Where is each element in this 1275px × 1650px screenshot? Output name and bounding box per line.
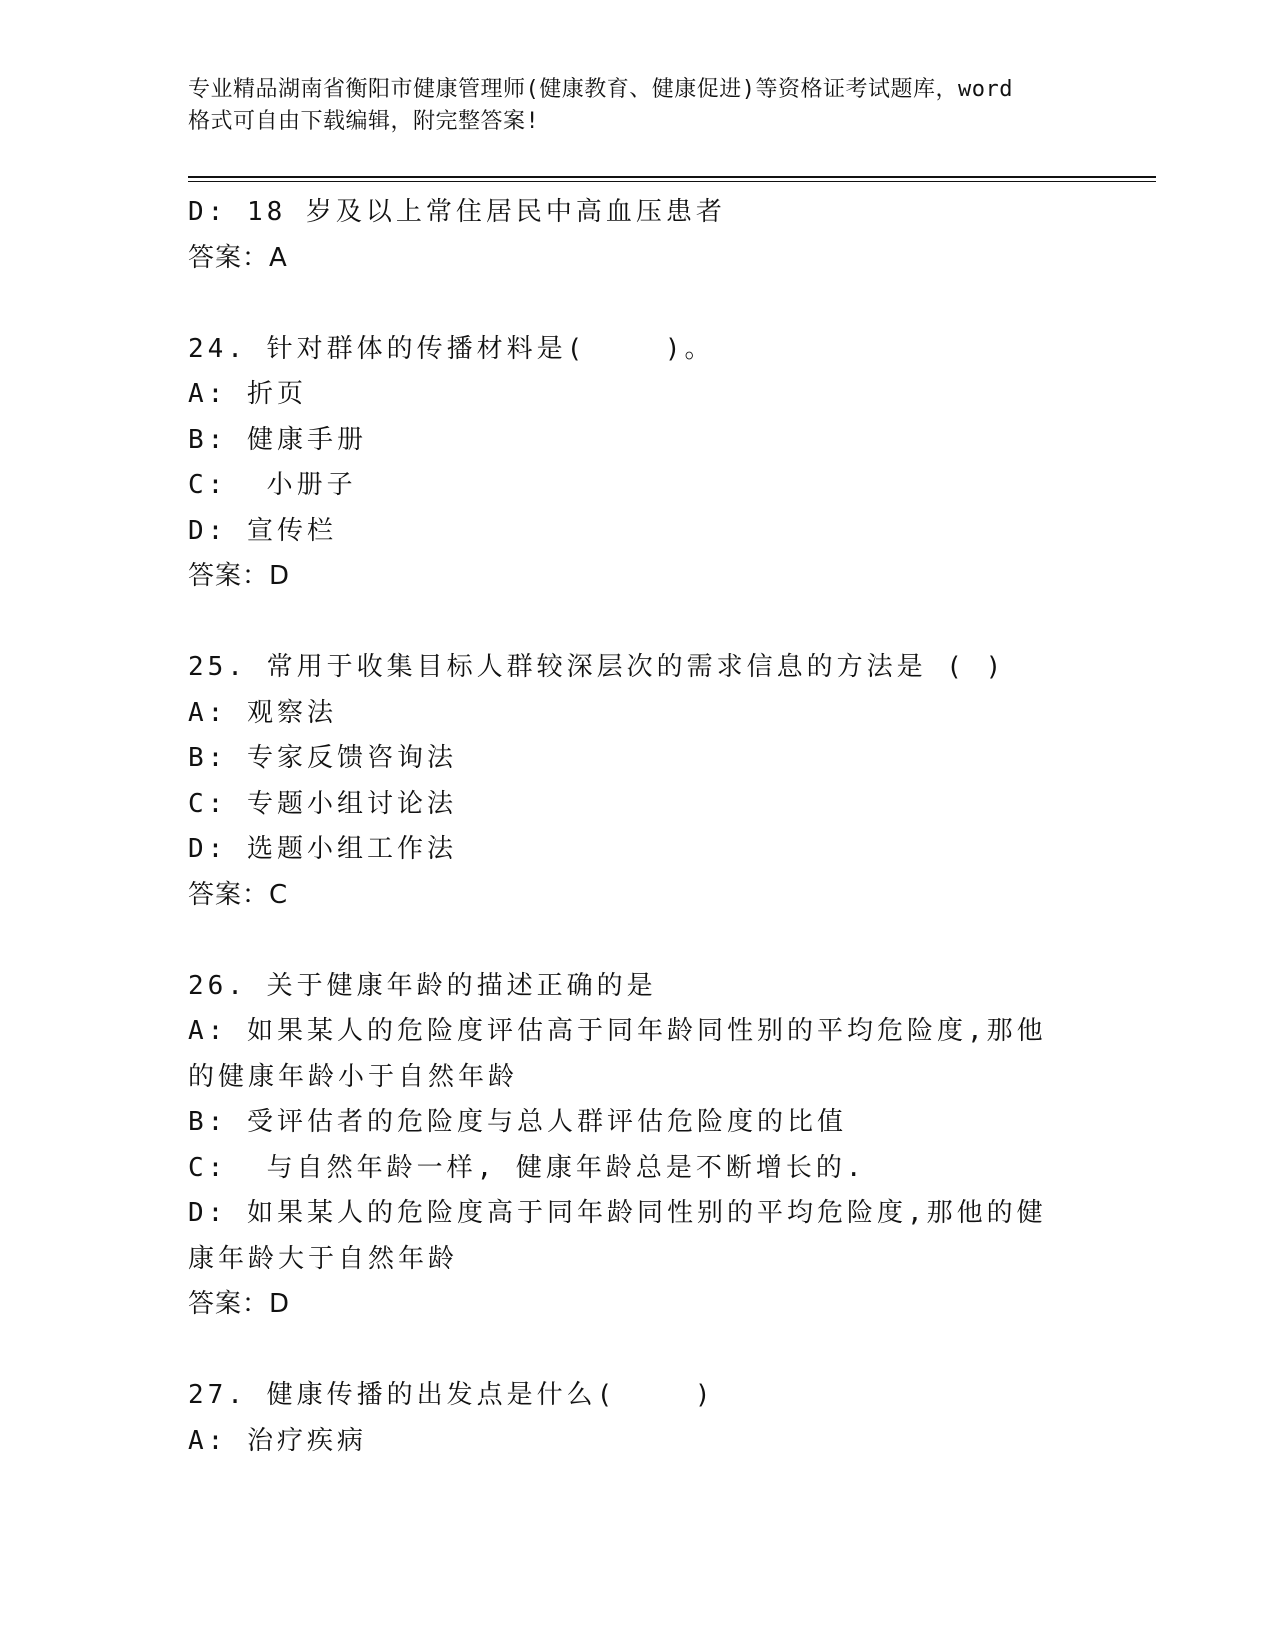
question-stem: 27. 健康传播的出发点是什么( ) — [188, 1380, 715, 1410]
question-25 — [188, 645, 1088, 918]
option-b: B: 受评估者的危险度与总人群评估危险度的比值 — [188, 1107, 847, 1137]
header-divider — [188, 176, 1156, 178]
spacer — [188, 600, 1088, 646]
question-27 — [188, 1373, 1088, 1464]
prev-option-d: D: 18 岁及以上常住居民中高血压患者 — [188, 197, 726, 227]
answer: 答案：D — [188, 1289, 291, 1319]
option-b: B: 专家反馈咨询法 — [188, 743, 457, 773]
spacer — [188, 918, 1088, 964]
option-d: D: 宣传栏 — [188, 515, 337, 546]
option-d: D: 选题小组工作法 — [188, 834, 457, 864]
question-24 — [188, 327, 1088, 600]
option-c: C: 小册子 — [188, 470, 357, 500]
option-a: A: 观察法 — [188, 697, 337, 728]
option-a: A: 治疗疾病 — [188, 1425, 367, 1456]
option-a: A: 如果某人的危险度评估高于同年龄同性别的平均危险度,那他的健康年龄小于自然年龄 — [188, 1016, 1047, 1092]
question-stem: 24. 针对群体的传播材料是( )。 — [188, 333, 715, 364]
header-divider-thin — [188, 181, 1156, 182]
option-a: A: 折页 — [188, 379, 307, 409]
page-header: 专业精品湖南省衡阳市健康管理师(健康教育、健康促进)等资格证考试题库，word 格式可自由下载编辑，附完整答案! — [188, 77, 1013, 134]
prev-answer: 答案：A — [188, 242, 288, 273]
option-c: C: 与自然年龄一样, 健康年龄总是不断增长的. — [188, 1152, 866, 1183]
question-stem: 26. 关于健康年龄的描述正确的是 — [188, 970, 657, 1001]
spacer — [188, 1328, 1088, 1374]
question-26 — [188, 964, 1088, 1328]
answer: 答案：D — [188, 561, 291, 591]
answer: 答案：C — [188, 879, 289, 910]
option-d: D: 如果某人的危险度高于同年龄同性别的平均危险度,那他的健康年龄大于自然年龄 — [188, 1198, 1047, 1274]
question-list — [188, 190, 1088, 1464]
option-c: C: 专题小组讨论法 — [188, 788, 457, 819]
spacer — [188, 281, 1088, 327]
option-b: B: 健康手册 — [188, 424, 367, 455]
question-stem: 25. 常用于收集目标人群较深层次的需求信息的方法是 ( ) — [188, 652, 1006, 682]
